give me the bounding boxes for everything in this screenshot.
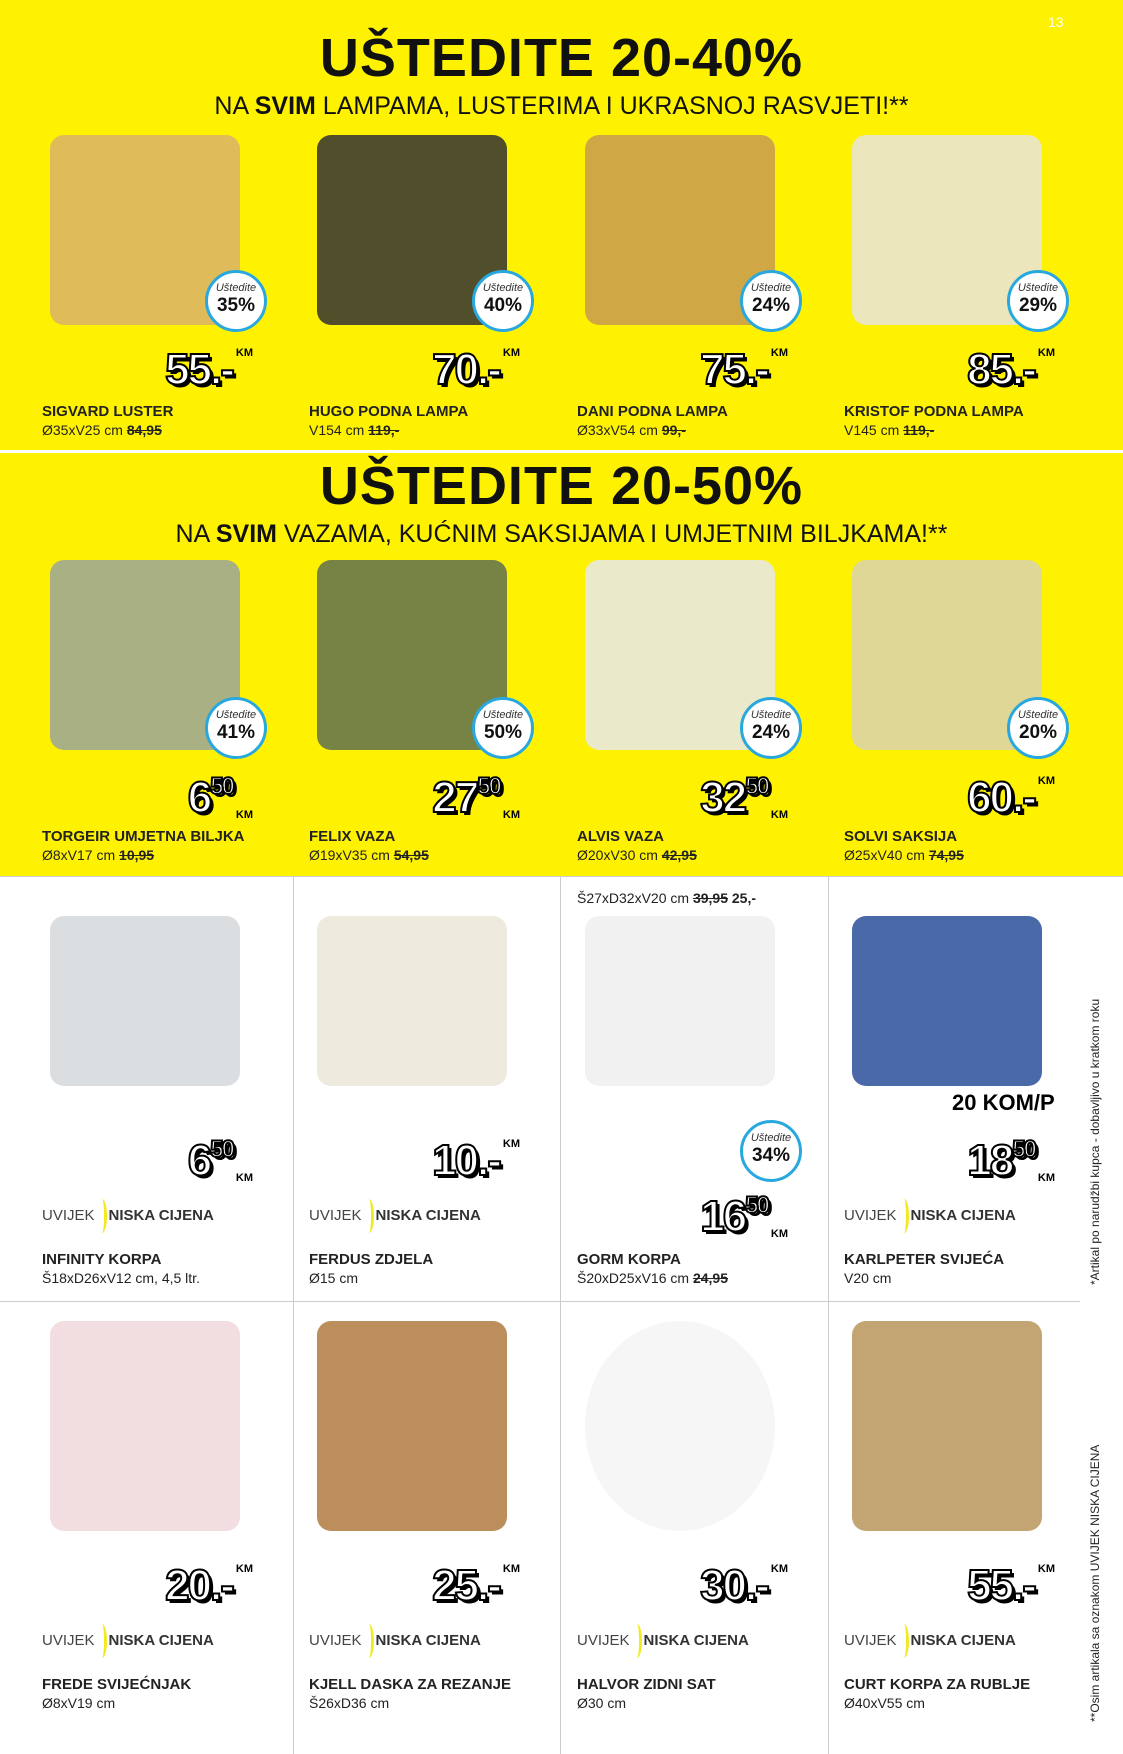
savings-badge: Uštedite 20%: [1007, 697, 1069, 759]
product-name: HUGO PODNA LAMPA: [309, 403, 469, 420]
product-card[interactable]: [802, 0, 1069, 438]
product-name: INFINITY KORPA: [42, 1251, 162, 1268]
savings-badge: Uštedite 41%: [205, 697, 267, 759]
product-card[interactable]: [0, 876, 267, 1301]
product-dimensions: V145 cm 119,-: [844, 422, 935, 438]
currency-label: KM: [1037, 1172, 1055, 1184]
product-image: [317, 1321, 507, 1531]
product-card[interactable]: [0, 425, 267, 863]
product-card[interactable]: [535, 1301, 802, 1726]
footnote-2: **Osim artikala sa oznakom UVIJEK NISKA CIJENA: [1088, 1444, 1102, 1722]
product-dimensions: V154 cm 119,-: [309, 422, 400, 438]
product-name: KRISTOF PODNA LAMPA: [844, 403, 1024, 420]
low-price-logo: UVIJEK NISKA CIJENA: [42, 1621, 214, 1661]
quantity-label: 20 KOM/P: [952, 1090, 1055, 1115]
price: 10.- KM: [432, 1136, 520, 1185]
product-name: ALVIS VAZA: [577, 828, 664, 845]
product-card[interactable]: [267, 0, 534, 438]
product-name: FELIX VAZA: [309, 828, 396, 845]
price: 70.- KM: [432, 345, 520, 394]
product-image: [50, 916, 240, 1086]
banner1-subtitle: NA SVIM LAMPAMA, LUSTERIMA I UKRASNOJ RASVJETI!**: [214, 92, 909, 120]
price: 30.- KM: [700, 1561, 788, 1610]
savings-badge: Uštedite 24%: [740, 270, 802, 332]
product-name: SIGVARD LUSTER: [42, 403, 174, 420]
product-dimensions: Ø19xV35 cm 54,95: [309, 847, 429, 863]
product-image: [317, 916, 507, 1086]
product-name: KARLPETER SVIJEĆA: [844, 1251, 1005, 1268]
price: 55.- KM: [967, 1561, 1055, 1610]
currency-label: KM: [502, 347, 520, 359]
price: 75.- KM: [700, 345, 788, 394]
product-card[interactable]: [802, 1301, 1069, 1726]
product-dimensions: Ø35xV25 cm 84,95: [42, 422, 162, 438]
product-name: SOLVI SAKSIJA: [844, 828, 958, 845]
product-dimensions: Š26xD36 cm: [309, 1695, 390, 1711]
currency-label: KM: [502, 1138, 520, 1150]
price: $18^{50}$ KM: [967, 1136, 1055, 1185]
price: $32^{50}$ KM: [700, 773, 788, 822]
savings-badge: Uštedite 35%: [205, 270, 267, 332]
product-dimensions: Ø8xV19 cm: [42, 1695, 116, 1711]
product-image: [852, 1321, 1042, 1531]
low-price-logo: UVIJEK NISKA CIJENA: [844, 1621, 1016, 1661]
product-dimensions: V20 cm: [844, 1270, 892, 1286]
product-dimensions: Ø25xV40 cm 74,95: [844, 847, 964, 863]
currency-label: KM: [1037, 347, 1055, 359]
price: 55.- KM: [165, 345, 253, 394]
price: 60.- KM: [967, 773, 1055, 822]
price: $6^{50}$ KM: [187, 773, 253, 822]
product-name: CURT KORPA ZA RUBLJE: [844, 1676, 1031, 1693]
currency-label: KM: [235, 809, 253, 821]
currency-label: KM: [770, 809, 788, 821]
product-card[interactable]: [267, 425, 534, 863]
product-card[interactable]: [535, 425, 802, 863]
product-image: [585, 916, 775, 1086]
product-image: [585, 1321, 775, 1531]
product-card[interactable]: [267, 876, 534, 1301]
product-card[interactable]: [267, 1301, 534, 1726]
page-number: 13: [1048, 14, 1064, 30]
currency-label: KM: [770, 347, 788, 359]
product-dimensions: Ø8xV17 cm 10,95: [42, 847, 155, 863]
product-name: FREDE SVIJEĆNJAK: [42, 1676, 192, 1693]
savings-badge: Uštedite 40%: [472, 270, 534, 332]
product-card[interactable]: [0, 1301, 267, 1726]
low-price-logo: UVIJEK NISKA CIJENA: [577, 1621, 749, 1661]
product-dimensions: Š18xD26xV12 cm, 4,5 ltr.: [42, 1270, 200, 1286]
product-card[interactable]: [535, 0, 802, 438]
price: $27^{50}$ KM: [432, 773, 520, 822]
banner1-title: UŠTEDITE 20-40%: [319, 28, 804, 88]
product-name: KJELL DASKA ZA REZANJE: [309, 1676, 511, 1693]
savings-badge: Uštedite 50%: [472, 697, 534, 759]
currency-label: KM: [235, 1172, 253, 1184]
product-card[interactable]: [802, 876, 1069, 1301]
savings-badge: Uštedite 34%: [740, 1120, 802, 1182]
low-price-logo: UVIJEK NISKA CIJENA: [42, 1196, 214, 1236]
product-card[interactable]: [802, 425, 1069, 863]
price: 20.- KM: [165, 1561, 253, 1610]
savings-badge: Uštedite 24%: [740, 697, 802, 759]
banner2-subtitle: NA SVIM VAZAMA, KUĆNIM SAKSIJAMA I UMJETNIM BILJKAMA!**: [175, 520, 948, 548]
product-image: [50, 1321, 240, 1531]
footnote-1: *Artikal po narudžbi kupca - dobavljivo u kratkom roku: [1088, 998, 1102, 1285]
currency-label: KM: [502, 809, 520, 821]
price: $6^{50}$ KM: [187, 1136, 253, 1185]
price: $16^{50}$ KM: [700, 1192, 788, 1241]
product-name: HALVOR ZIDNI SAT: [577, 1676, 716, 1693]
currency-label: KM: [1037, 1563, 1055, 1575]
product-dimensions: Ø20xV30 cm 42,95: [577, 847, 697, 863]
product-dimensions: Ø15 cm: [309, 1270, 359, 1286]
product-dimensions: Ø30 cm: [577, 1695, 627, 1711]
low-price-logo: UVIJEK NISKA CIJENA: [309, 1621, 481, 1661]
product-dimensions: Ø40xV55 cm: [844, 1695, 925, 1711]
product-image: [852, 916, 1042, 1086]
product-name: TORGEIR UMJETNA BILJKA: [42, 828, 245, 845]
product-name: DANI PODNA LAMPA: [577, 403, 728, 420]
product-name: FERDUS ZDJELA: [309, 1251, 434, 1268]
price: 25.- KM: [432, 1561, 520, 1610]
low-price-logo: UVIJEK NISKA CIJENA: [309, 1196, 481, 1236]
product-dimensions: Š20xD25xV16 cm 24,95: [577, 1270, 728, 1286]
low-price-logo: UVIJEK NISKA CIJENA: [844, 1196, 1016, 1236]
currency-label: KM: [235, 347, 253, 359]
product-card[interactable]: [535, 876, 802, 1301]
savings-badge: Uštedite 29%: [1007, 270, 1069, 332]
currency-label: KM: [1037, 775, 1055, 787]
variant-size: Š27xD32xV20 cm 39,95 25,-: [577, 890, 757, 906]
currency-label: KM: [502, 1563, 520, 1575]
product-name: GORM KORPA: [577, 1251, 681, 1268]
currency-label: KM: [770, 1563, 788, 1575]
currency-label: KM: [235, 1563, 253, 1575]
product-dimensions: Ø33xV54 cm 99,-: [577, 422, 686, 438]
currency-label: KM: [770, 1228, 788, 1240]
product-card[interactable]: [0, 0, 267, 438]
price: 85.- KM: [967, 345, 1055, 394]
banner2-title: UŠTEDITE 20-50%: [319, 456, 804, 516]
